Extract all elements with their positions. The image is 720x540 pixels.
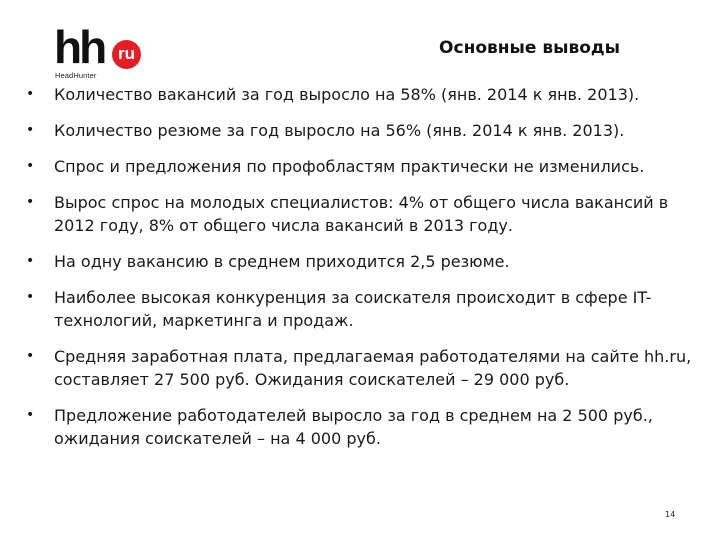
logo-subtitle: HeadHunter <box>55 71 97 80</box>
bullet-icon: • <box>26 348 35 364</box>
slide-title: Основные выводы <box>439 38 620 58</box>
conclusions-list <box>26 83 710 463</box>
logo-hh-text: hh <box>54 21 105 73</box>
list-item-text: Средняя заработная плата, предлагаемая работодателями на сайте hh.ru, составляет 27 500 руб. Ожидания соискателей – 29 000 руб. <box>54 347 692 389</box>
list-item-text: Спрос и предложения по профобластям практически не изменились. <box>54 157 645 176</box>
list-item-text: Предложение работодателей выросло за год в среднем на 2 500 руб., ожидания соискателей – на 4 000 руб. <box>54 406 653 448</box>
bullet-icon: • <box>26 253 35 269</box>
bullet-icon: • <box>26 122 35 138</box>
list-item-text: На одну вакансию в среднем приходится 2,5 резюме. <box>54 252 510 271</box>
bullet-icon: • <box>26 158 35 174</box>
bullet-icon: • <box>26 289 35 305</box>
bullet-icon: • <box>26 194 35 210</box>
bullet-icon: • <box>26 407 35 423</box>
list-item-text: Вырос спрос на молодых специалистов: 4% от общего числа вакансий в 2012 году, 8% от общего числа вакансий в 2013 году. <box>54 193 669 235</box>
list-item <box>26 250 710 273</box>
list-item <box>26 83 710 106</box>
list-item <box>26 286 710 332</box>
page-number: 14 <box>665 510 676 519</box>
headhunter-logo <box>54 21 146 80</box>
list-item <box>26 155 710 178</box>
list-item <box>26 404 710 450</box>
bullet-icon: • <box>26 86 35 102</box>
list-item <box>26 119 710 142</box>
list-item-text: Наиболее высокая конкуренция за соискателя происходит в сфере IT-технологий, маркетинга и продаж. <box>54 288 652 330</box>
list-item <box>26 345 710 391</box>
list-item <box>26 191 710 237</box>
list-item-text: Количество резюме за год выросло на 56% (янв. 2014 к янв. 2013). <box>54 121 625 140</box>
list-item-text: Количество вакансий за год выросло на 58% (янв. 2014 к янв. 2013). <box>54 85 640 104</box>
logo-ru-circle: ru <box>112 40 141 69</box>
